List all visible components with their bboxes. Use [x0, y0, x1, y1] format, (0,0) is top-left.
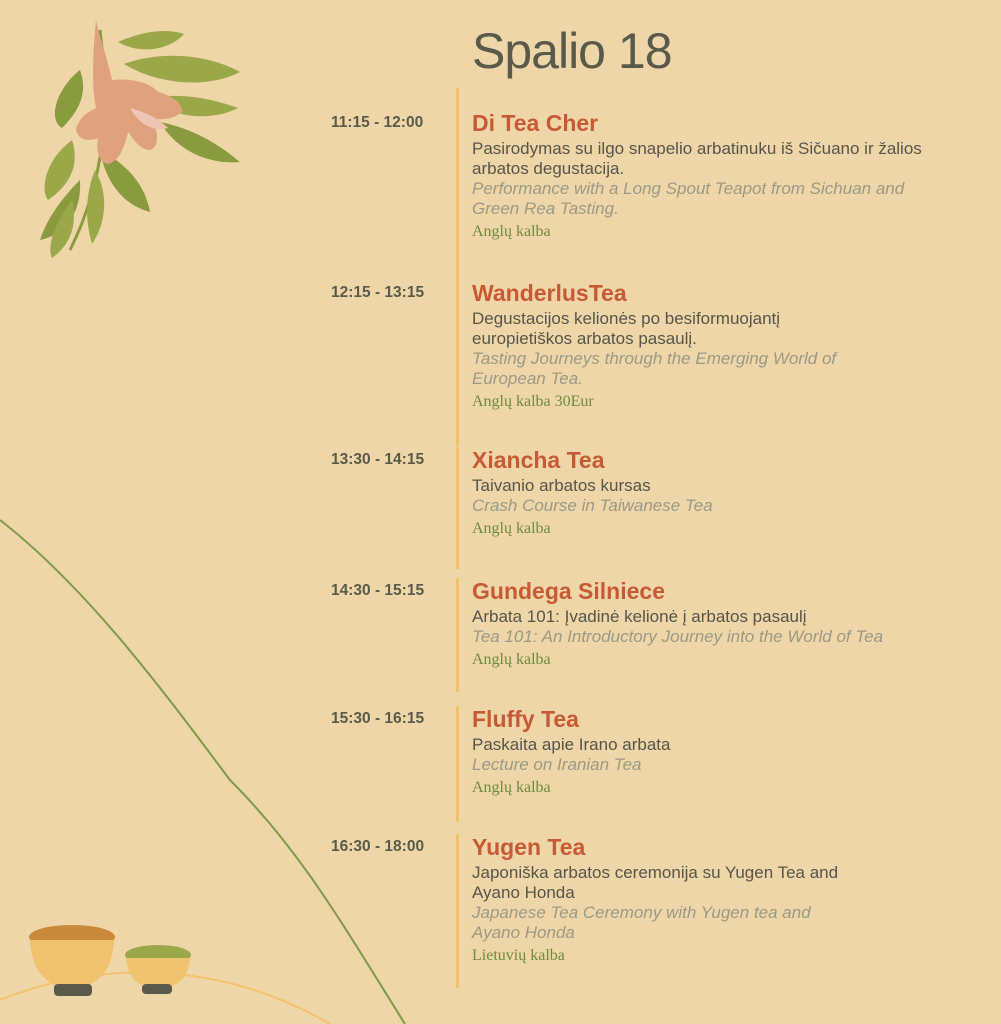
event-language: Lietuvių kalba	[472, 947, 565, 964]
event-details	[472, 834, 992, 966]
event-description-en: Performance with a Long Spout Teapot from Sichuan and Green Rea Tasting.	[472, 179, 905, 218]
event-title: WanderlusTea	[472, 280, 627, 306]
event-description-lt: Japoniška arbatos ceremonija su Yugen Tea and Ayano Honda	[472, 863, 839, 902]
event-time: 13:30 - 14:15	[331, 451, 425, 468]
event-description-lt: Pasirodymas su ilgo snapelio arbatinuku iš Sičuano ir žalios arbatos degustacija.	[472, 139, 922, 178]
page-title: Spalio 18	[472, 23, 672, 79]
event-time: 16:30 - 18:00	[331, 838, 425, 855]
timeline-divider	[456, 88, 459, 286]
event-time: 14:30 - 15:15	[331, 582, 425, 599]
timeline-divider	[456, 834, 459, 988]
event-language: Anglų kalba	[472, 779, 551, 796]
event-description-en: Japanese Tea Ceremony with Yugen tea and Ayano Honda	[472, 903, 811, 942]
event-details	[472, 280, 992, 412]
event-description-en: Tea 101: An Introductory Journey into the World of Tea	[472, 627, 884, 646]
event-language: Anglų kalba	[472, 223, 551, 240]
timeline-divider	[456, 447, 459, 569]
event-title: Xiancha Tea	[472, 447, 605, 473]
event-title: Yugen Tea	[472, 834, 586, 860]
event-description-lt: Arbata 101: Įvadinė kelionė į arbatos pasaulį	[472, 607, 807, 626]
event-language: Anglų kalba	[472, 520, 551, 537]
event-details	[472, 110, 992, 242]
event-time: 11:15 - 12:00	[331, 114, 424, 131]
event-details	[472, 706, 992, 798]
event-description-en: Lecture on Iranian Tea	[472, 755, 642, 774]
event-details	[472, 578, 992, 670]
event-language: Anglų kalba 30Eur	[472, 393, 594, 410]
event-title: Gundega Silniece	[472, 578, 665, 604]
event-language: Anglų kalba	[472, 651, 551, 668]
event-details	[472, 447, 992, 539]
event-title: Di Tea Cher	[472, 110, 599, 136]
timeline-divider	[456, 706, 459, 822]
timeline-divider	[456, 578, 459, 692]
tea-cups-icon	[29, 925, 191, 996]
event-time: 12:15 - 13:15	[331, 284, 425, 301]
event-description-en: Crash Course in Taiwanese Tea	[472, 496, 713, 515]
timeline-divider	[456, 280, 459, 446]
event-title: Fluffy Tea	[472, 706, 579, 732]
event-description-lt: Degustacijos kelionės po besiformuojantį europietiškos arbatos pasaulį.	[472, 309, 781, 348]
event-description-en: Tasting Journeys through the Emerging World of European Tea.	[472, 349, 837, 388]
event-description-lt: Paskaita apie Irano arbata	[472, 735, 671, 754]
event-time: 15:30 - 16:15	[331, 710, 425, 727]
event-description-lt: Taivanio arbatos kursas	[472, 476, 651, 495]
flower-branch-icon	[40, 20, 240, 258]
